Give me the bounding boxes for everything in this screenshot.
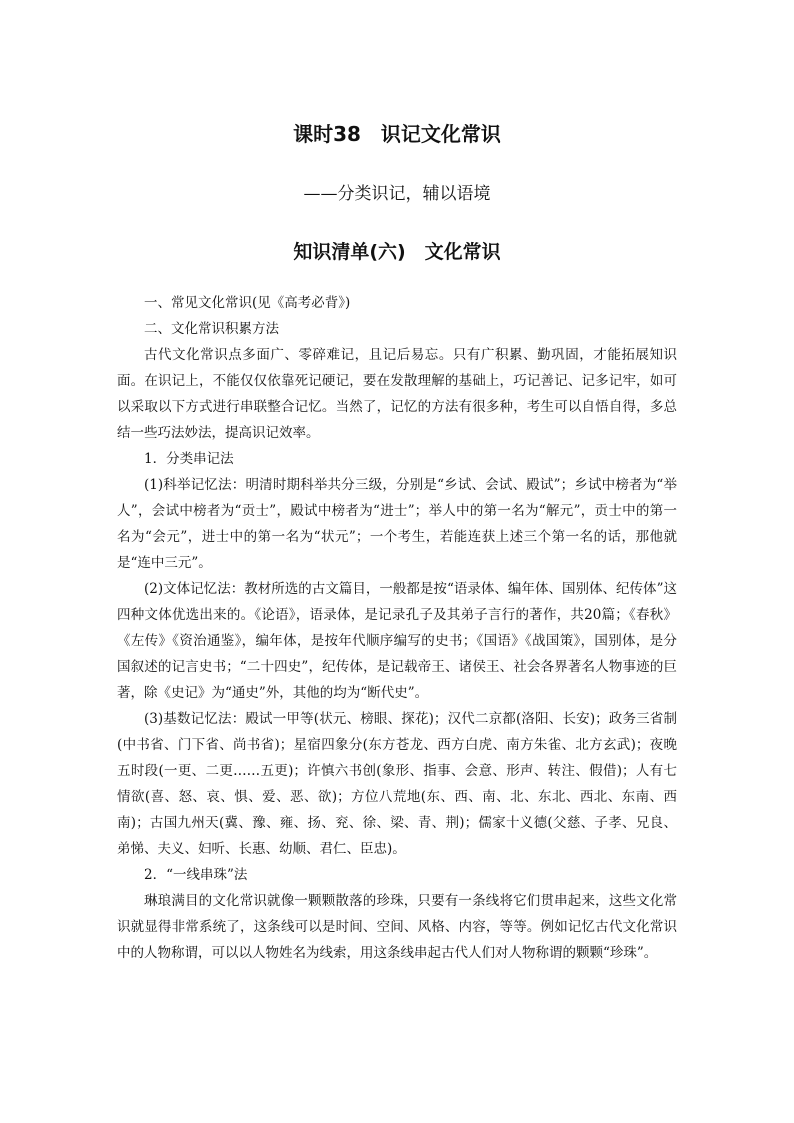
section-title: 知识清单(六) 文化常识 [293, 241, 501, 263]
paragraph-literary-styles: (2)文体记忆法：教材所选的古文篇目，一般都是按“语录体、编年体、国别体、纪传体”这四种文体优选出来的。《论语》，语录体，是记录孔子及其弟子言行的著作，共20篇；《春秋》《左传》《资治通鉴》，编年体，是按年代顺序编写的史书；《国语》《战国策》，国别体，是分国叙述的记言史书；“二十四史”，纪传体，是记载帝王、诸侯王、社会各界著名人物事迹的巨著，除《史记》为“通史”外，其他的均为“断代史”。 [117, 581, 677, 701]
heading-accumulation-methods: 二、文化常识积累方法 [144, 321, 279, 337]
paragraph-imperial-exam: (1)科举记忆法：明清时期科举共分三级，分别是“乡试、会试、殿试”；乡试中榜者为“举人”，会试中榜者为“贡士”，殿试中榜者为“进士”；举人中的第一名为“解元”，贡士中的第一名为“会元”，进士中的第一名为“状元”；一个考生，若能连获上述三个第一名的话，那他就是“连中三元”。 [117, 477, 677, 571]
paragraph-number-memory: (3)基数记忆法：殿试一甲等(状元、榜眼、探花)；汉代二京都(洛阳、长安)；政务三省制(中书省、门下省、尚书省)；星宿四象分(东方苍龙、西方白虎、南方朱雀、北方玄武)；夜晚五时段(一更、二更……五更)；许慎六书创(象形、指事、会意、形声、转注、假借)；人有七情欲(喜、怒、哀、惧、爱、恶、欲)；方位八荒地(东、西、南、北、东北、西北、东南、西南)；古国九州天(冀、豫、雍、扬、兖、徐、梁、青、荆)；儒家十义德(父慈、子孝、兄良、弟悌、夫义、妇听、长惠、幼顺、君仁、臣忠)。 [117, 711, 677, 857]
paragraph-one-thread: 琳琅满目的文化常识就像一颗颗散落的珍珠，只要有一条线将它们贯串起来，这些文化常识就显得非常系统了，这条线可以是时间、空间、风格、内容，等等。例如记忆古代文化常识中的人物称谓，可以以人物姓名为线索，用这条线串起古代人们对人物称谓的颗颗“珍珠”。 [117, 893, 677, 961]
document-body [117, 290, 677, 966]
heading-classified-memory: 1．分类串记法 [144, 451, 234, 467]
heading-one-thread: 2．“一线串珠”法 [144, 867, 248, 883]
lesson-subtitle: ——分类识记，辅以语境 [303, 184, 491, 204]
heading-common-knowledge: 一、常见文化常识(见《高考必背》) [144, 295, 351, 311]
paragraph-intro: 古代文化常识点多面广、零碎难记，且记后易忘。只有广积累、勤巩固，才能拓展知识面。在识记上，不能仅仅依靠死记硬记，要在发散理解的基础上，巧记善记、记多记牢，如可以采取以下方式进行串联整合记忆。当然了，记忆的方法有很多种，考生可以自悟自得，多总结一些巧法妙法，提高识记效率。 [117, 347, 677, 441]
lesson-title: 课时38 识记文化常识 [293, 122, 501, 146]
